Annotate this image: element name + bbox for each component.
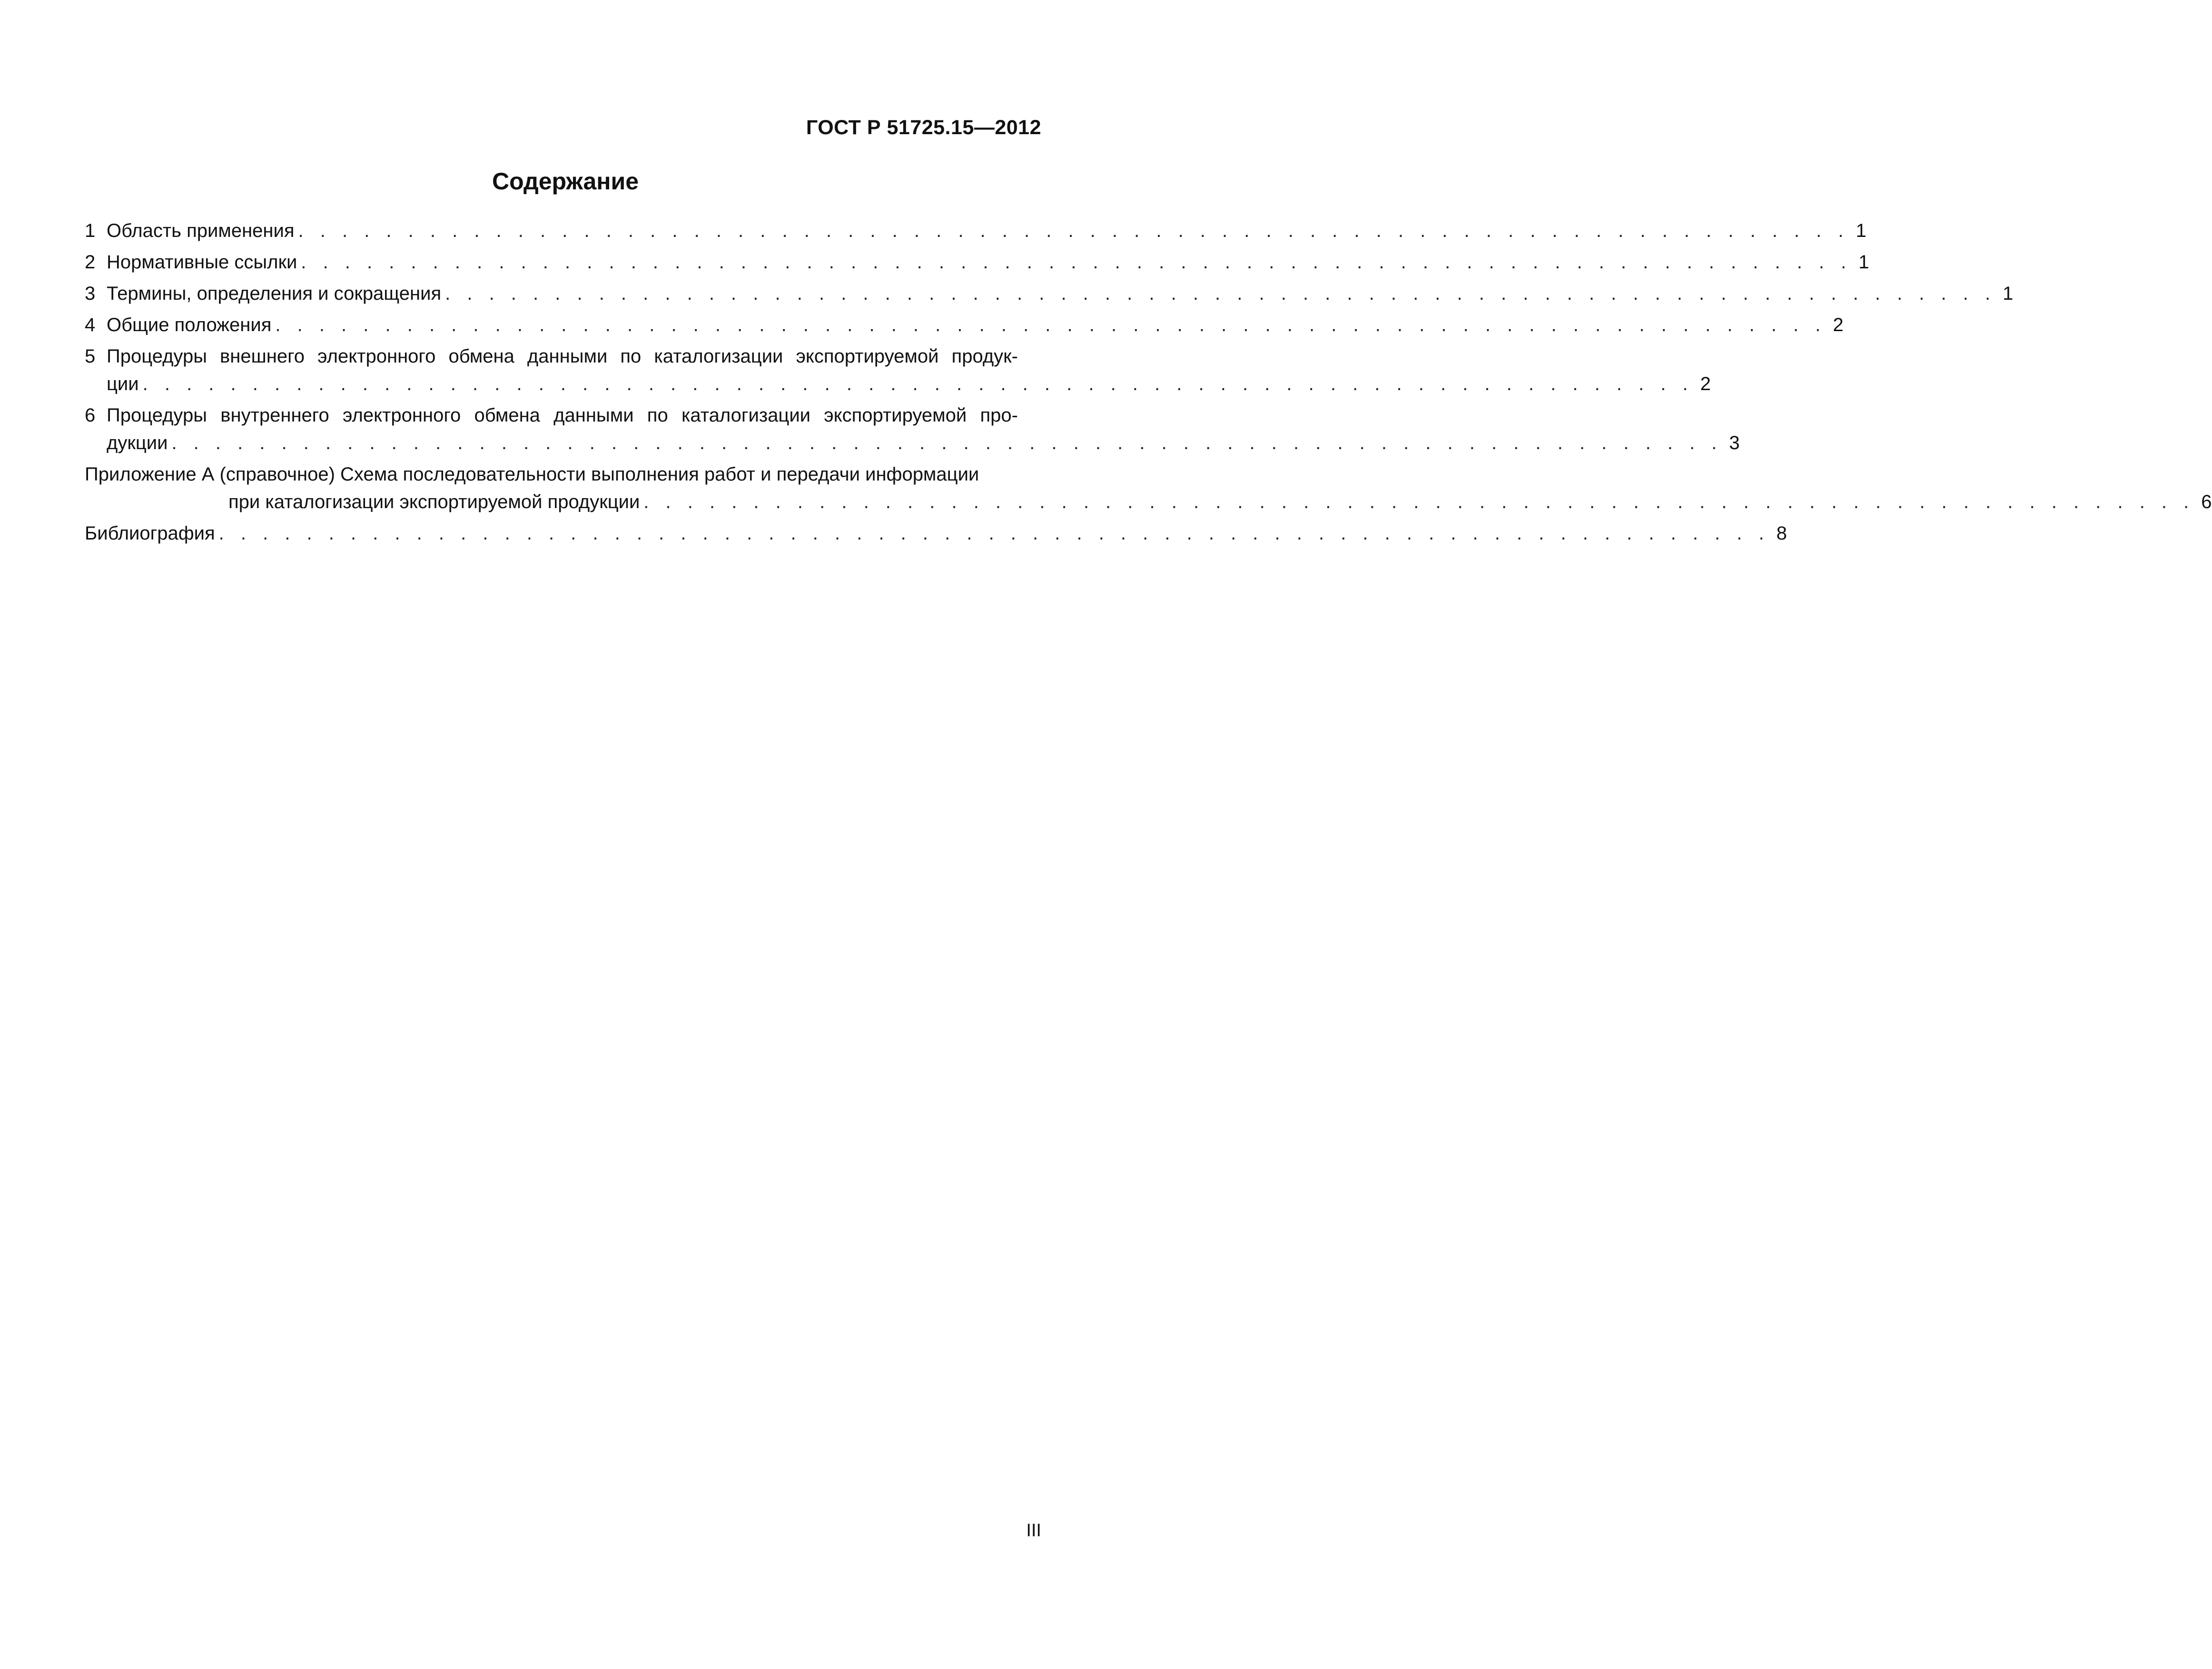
dot-leader: . . . . . . . . . . . . . . . . . . . . . . . . . . . . . . . . . . . . . . . . . . . . . . . . . . . . . . . . . . . . . . . . . . . . . . .: [171, 432, 1723, 453]
toc-entry-text: Общие положения: [107, 314, 272, 335]
toc-entry-number: 6: [85, 405, 96, 426]
dot-leader: . . . . . . . . . . . . . . . . . . . . . . . . . . . . . . . . . . . . . . . . . . . . . . . . . . . . . . . . . . . . . . . . . . . . . . .: [445, 283, 1996, 304]
toc-entry-text-continued: дукции: [107, 432, 168, 453]
toc-entry-4[interactable]: [85, 311, 1844, 339]
toc-entry-number: 4: [85, 314, 96, 335]
toc-entry-6[interactable]: [85, 402, 1740, 457]
document-code: ГОСТ Р 51725.15—2012: [806, 116, 1041, 139]
toc-title: Содержание: [492, 168, 639, 195]
toc-entry-page: 2: [1833, 314, 1844, 335]
toc-entry-page: 1: [1858, 252, 1869, 273]
toc-entry-number: 2: [85, 252, 96, 273]
toc-entry-text: Процедуры внешнего электронного обмена данными по каталогизации экспортируемой продук-: [107, 346, 1018, 367]
toc-entry-text: Библиография: [85, 523, 215, 544]
dot-leader: . . . . . . . . . . . . . . . . . . . . . . . . . . . . . . . . . . . . . . . . . . . . . . . . . . . . . . . . . . . . . . . . . . . . . . .: [643, 491, 2195, 512]
dot-leader: . . . . . . . . . . . . . . . . . . . . . . . . . . . . . . . . . . . . . . . . . . . . . . . . . . . . . . . . . . . . . . . . . . . . . . .: [218, 523, 1770, 544]
dot-leader: . . . . . . . . . . . . . . . . . . . . . . . . . . . . . . . . . . . . . . . . . . . . . . . . . . . . . . . . . . . . . . . . . . . . . . .: [275, 314, 1827, 335]
toc-entry-bibliography[interactable]: [85, 520, 1787, 547]
toc-entry-page: 2: [1700, 373, 1711, 394]
dot-leader: . . . . . . . . . . . . . . . . . . . . . . . . . . . . . . . . . . . . . . . . . . . . . . . . . . . . . . . . . . . . . . . . . . . . . . .: [142, 373, 1694, 394]
toc-entry-1[interactable]: [85, 217, 1866, 245]
toc-entry-page: 8: [1776, 523, 1787, 544]
toc-entry-text: Нормативные ссылки: [107, 252, 297, 273]
toc-entry-text: Термины, определения и сокращения: [107, 283, 442, 304]
toc-entry-page: 6: [2201, 491, 2212, 512]
toc-entry-5[interactable]: [85, 343, 1711, 398]
toc-entry-text: Область применения: [107, 220, 295, 241]
page-number: III: [1026, 1521, 1041, 1541]
toc-entry-2[interactable]: [85, 248, 1869, 276]
toc-entry-text-continued: ции: [107, 373, 139, 394]
table-of-contents: [85, 217, 2212, 551]
toc-annex-title-continued: при каталогизации экспортируемой продукции: [228, 491, 640, 512]
dot-leader: . . . . . . . . . . . . . . . . . . . . . . . . . . . . . . . . . . . . . . . . . . . . . . . . . . . . . . . . . . . . . . . . . . . . . . .: [301, 252, 1852, 273]
toc-entry-number: 1: [85, 220, 96, 241]
dot-leader: . . . . . . . . . . . . . . . . . . . . . . . . . . . . . . . . . . . . . . . . . . . . . . . . . . . . . . . . . . . . . . . . . . . . . . .: [298, 220, 1849, 241]
toc-entry-page: 1: [1856, 220, 1866, 241]
toc-entry-text: Процедуры внутреннего электронного обмена данными по каталогизации экспортируемой про-: [107, 405, 1018, 426]
toc-entry-page: 3: [1729, 432, 1740, 453]
toc-entry-annex-a[interactable]: [85, 461, 2212, 516]
toc-entry-3[interactable]: [85, 280, 2014, 307]
toc-entry-number: 5: [85, 346, 96, 367]
toc-entry-number: 3: [85, 283, 96, 304]
toc-annex-title: Приложение А (справочное) Схема последовательности выполнения работ и передачи информации: [85, 464, 979, 485]
toc-entry-page: 1: [2003, 283, 2014, 304]
